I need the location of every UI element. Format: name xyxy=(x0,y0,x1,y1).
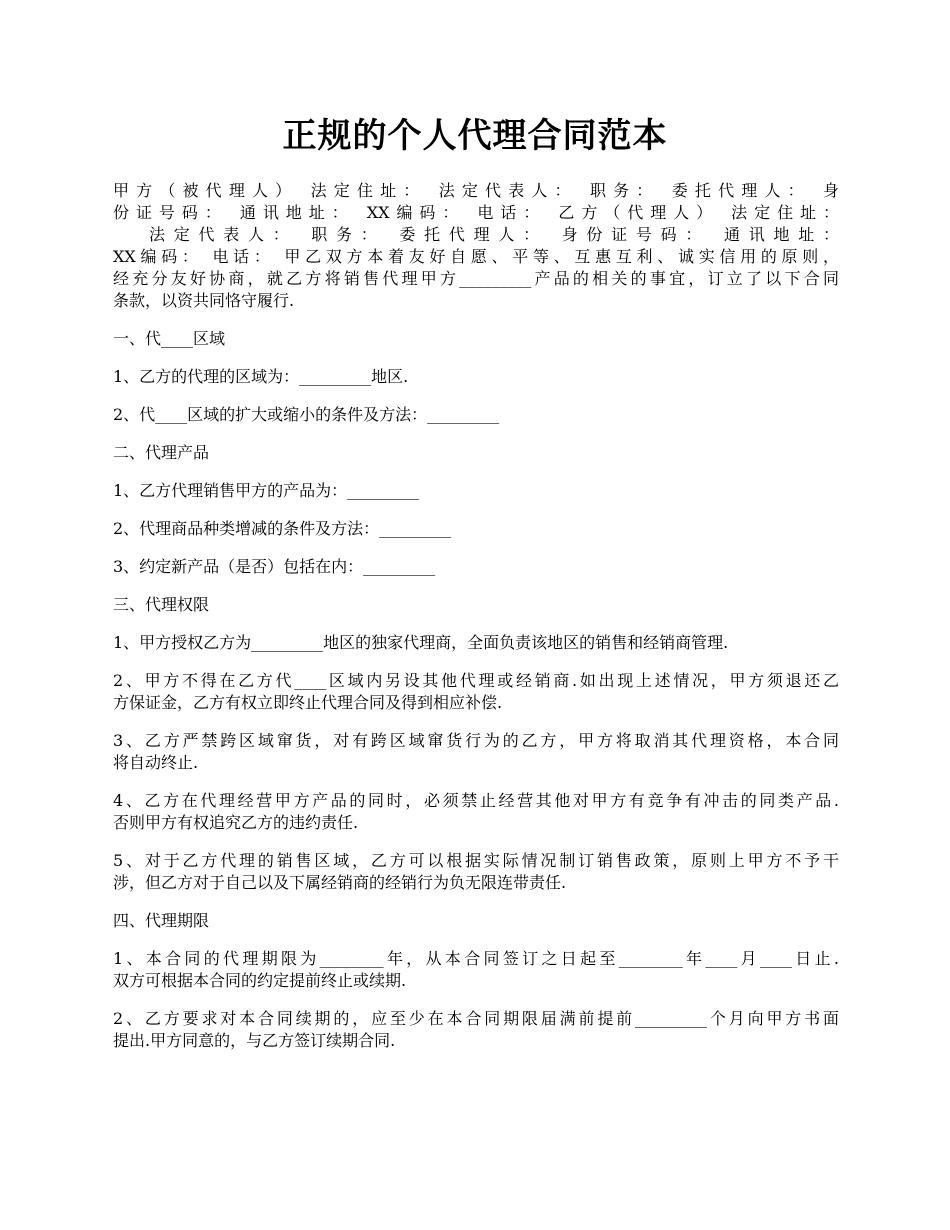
clause-paragraph: 5、对于乙方代理的销售区域，乙方可以根据实际情况制订销售政策，原则上甲方不予干 涉，但乙方对于自己以及下属经销商的经销行为负无限连带责任. xyxy=(113,851,839,892)
clause-paragraph: 2、乙方要求对本合同续期的，应至少在本合同期限届满前提前_________个月向甲方书面 提出.甲方同意的，与乙方签订续期合同. xyxy=(113,1009,839,1050)
intro-line: 条款，以资共同恪守履行. xyxy=(113,291,295,310)
clause-paragraph: 1、乙方代理销售甲方的产品为：_________ xyxy=(113,481,420,500)
section-heading: 三、代理权限 xyxy=(113,595,210,614)
intro-line: 甲方（被代理人） 法定住址： 法定代表人： 职务： 委托代理人： 身 xyxy=(113,181,839,200)
clause-paragraph: 1、甲方授权乙方为_________地区的独家代理商，全面负责该地区的销售和经销商管理. xyxy=(113,633,729,652)
clause-paragraph: 1、本合同的代理期限为________年，从本合同签订之日起至________年____月____日止. 双方可根据本合同的约定提前终止或续期. xyxy=(113,949,839,990)
section-heading: 二、代理产品 xyxy=(113,443,210,462)
intro-line: XX编码： 电话： 甲乙双方本着友好自愿、平等、互惠互利、诚实信用的原则， xyxy=(113,247,839,266)
section-heading: 四、代理期限 xyxy=(113,911,210,930)
intro-line: 法定代表人： 职务： 委托代理人： 身份证号码： 通讯地址： xyxy=(149,225,839,244)
intro-line: 经充分友好协商，就乙方将销售代理甲方_________产品的相关的事宜，订立了以下合同 xyxy=(113,269,839,288)
clause-paragraph: 2、代理商品种类增减的条件及方法：_________ xyxy=(113,519,452,538)
clause-paragraph: 3、乙方严禁跨区域窜货，对有跨区域窜货行为的乙方，甲方将取消其代理资格，本合同 将自动终止. xyxy=(113,731,839,772)
clause-paragraph: 2、甲方不得在乙方代____区域内另设其他代理或经销商.如出现上述情况，甲方须退还乙 方保证金，乙方有权立即终止代理合同及得到相应补偿. xyxy=(113,671,839,712)
intro-line: 份证号码： 通讯地址： XX编码： 电话： 乙方（代理人） 法定住址： xyxy=(113,203,839,222)
clause-paragraph: 4、乙方在代理经营甲方产品的同时，必须禁止经营其他对甲方有竞争有冲击的同类产品. 否则甲方有权追究乙方的违约责任. xyxy=(113,791,839,832)
clause-paragraph: 1、乙方的代理的区域为：_________地区. xyxy=(113,367,409,386)
intro-paragraph xyxy=(113,180,839,312)
document-title: 正规的个人代理合同范本 xyxy=(282,116,668,156)
document-body xyxy=(113,180,839,1068)
section-heading: 一、代____区域 xyxy=(113,329,226,348)
clause-paragraph: 2、代____区域的扩大或缩小的条件及方法：_________ xyxy=(113,405,500,424)
clause-paragraph: 3、约定新产品（是否）包括在内：_________ xyxy=(113,557,436,576)
